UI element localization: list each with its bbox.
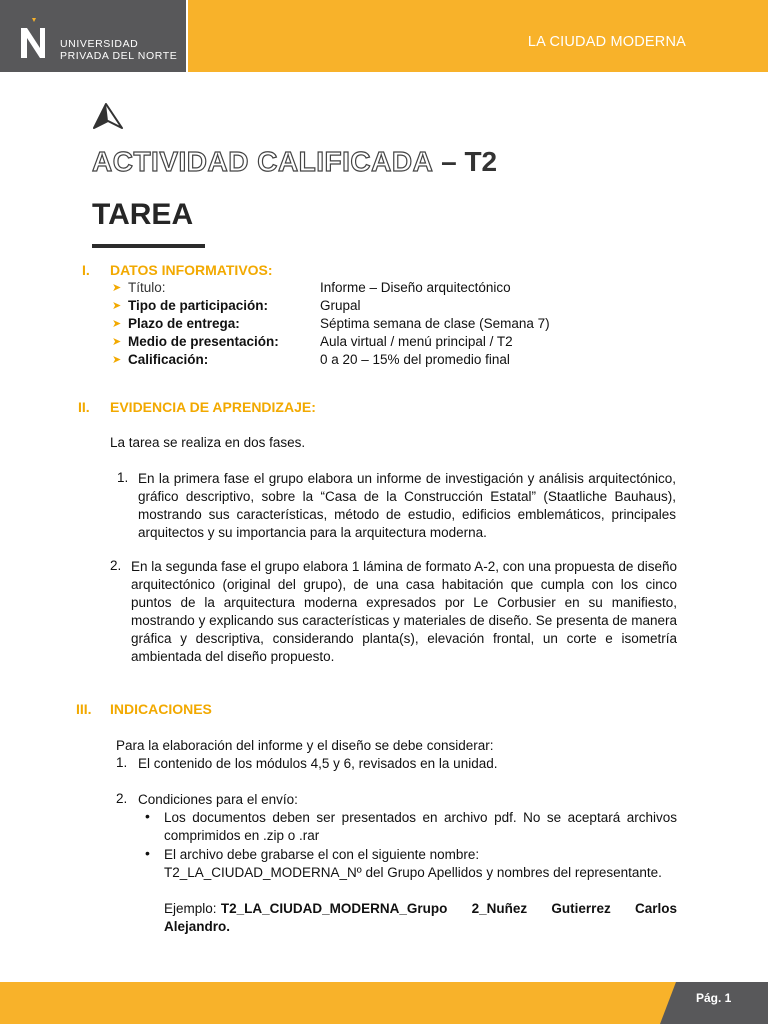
header-banner xyxy=(188,0,768,72)
page-number: Pág. 1 xyxy=(696,991,732,1005)
bullet-arrow-icon: ➤ xyxy=(112,300,122,312)
activity-title xyxy=(92,146,497,178)
section-3-title: INDICACIONES xyxy=(110,701,212,717)
activity-title-code: – T2 xyxy=(433,146,498,177)
info-value: Grupal xyxy=(320,298,361,313)
bullet-arrow-icon: ➤ xyxy=(112,318,122,330)
logo-text xyxy=(60,38,177,62)
example-label: Ejemplo: xyxy=(164,901,217,916)
upn-logo-icon xyxy=(18,16,50,60)
bullet-arrow-icon: ➤ xyxy=(112,336,122,348)
info-value: Informe – Diseño arquitectónico xyxy=(320,280,511,295)
section-1-number: I. xyxy=(82,262,90,278)
info-value: Séptima semana de clase (Semana 7) xyxy=(320,316,550,331)
indication-1-text: El contenido de los módulos 4,5 y 6, revisados en la unidad. xyxy=(138,756,498,771)
logo-line-1: UNIVERSIDAD xyxy=(60,38,139,50)
section-3-number: III. xyxy=(76,701,92,717)
section-3-intro: Para la elaboración del informe y el diseño se debe considerar: xyxy=(116,738,494,753)
activity-title-outline: ACTIVIDAD CALIFICADA xyxy=(92,146,434,177)
section-2-intro: La tarea se realiza en dos fases. xyxy=(110,435,306,450)
info-label: Plazo de entrega: xyxy=(128,316,240,331)
page-subtitle: TAREA xyxy=(92,198,194,231)
filename-pattern-text: T2_LA_CIUDAD_MODERNA_Nº del Grupo Apellidos y nombres del representante. xyxy=(164,865,662,880)
footer-bar xyxy=(0,982,768,1024)
phase-2-text: En la segunda fase el grupo elabora 1 lámina de formato A-2, con una propuesta de diseño arquitectónico (original del grupo), de una casa habitación que cumpla con los cinco puntos de la arquitectura moderna expresados por Le Corbusier en su manifiesto, mostrando y explicando sus características y materiales de diseño. Se presenta de manera gráfica y descriptiva, considerando planta(s), elevación frontal, un corte e isometría ambientada del diseño propuesto. xyxy=(131,559,677,664)
bullet-dot-icon: • xyxy=(145,808,150,824)
filename-example xyxy=(164,900,677,936)
logo-line-2: PRIVADA DEL NORTE xyxy=(60,50,178,62)
example-value: T2_LA_CIUDAD_MODERNA_Grupo 2_Nuñez Gutierrez Carlos Alejandro. xyxy=(164,901,677,934)
subtitle-underline xyxy=(92,244,205,248)
phase-1-text: En la primera fase el grupo elabora un informe de investigación y análisis arquitectónico, gráfico descriptivo, sobre la “Casa de la Construcción Estatal” (Staatliche Bauhaus), mostrando sus características, método de estudio, edificios emblemáticos, principales arquitectos y su importancia para la arquitectura moderna. xyxy=(138,471,676,540)
section-1-title: DATOS INFORMATIVOS: xyxy=(110,262,273,278)
list-item-number: 2. xyxy=(116,791,128,806)
info-value: 0 a 20 – 15% del promedio final xyxy=(320,352,510,367)
info-label: Tipo de participación: xyxy=(128,298,269,313)
info-value: Aula virtual / menú principal / T2 xyxy=(320,334,513,349)
section-2-title: EVIDENCIA DE APRENDIZAJE: xyxy=(110,399,316,415)
bullet-dot-icon: • xyxy=(145,845,150,861)
bullet-arrow-icon: ➤ xyxy=(112,354,122,366)
indication-2-text: Condiciones para el envío: xyxy=(138,792,298,807)
condition-1-text: Los documentos deben ser presentados en archivo pdf. No se aceptará archivos comprimidos en .zip o .rar xyxy=(164,810,677,843)
list-item-number: 2. xyxy=(110,558,122,573)
header-logo-panel xyxy=(0,0,186,72)
arrow-icon xyxy=(92,102,124,130)
list-item-number: 1. xyxy=(117,470,129,485)
course-title: LA CIUDAD MODERNA xyxy=(527,34,686,50)
bullet-arrow-icon: ➤ xyxy=(112,282,122,294)
info-label: Calificación: xyxy=(128,352,209,367)
condition-2-text: El archivo debe grabarse el con el siguiente nombre: xyxy=(164,847,480,862)
info-label: Medio de presentación: xyxy=(128,334,279,349)
list-item-number: 1. xyxy=(116,755,128,770)
section-2-number: II. xyxy=(78,399,90,415)
info-label: Título: xyxy=(128,280,166,295)
